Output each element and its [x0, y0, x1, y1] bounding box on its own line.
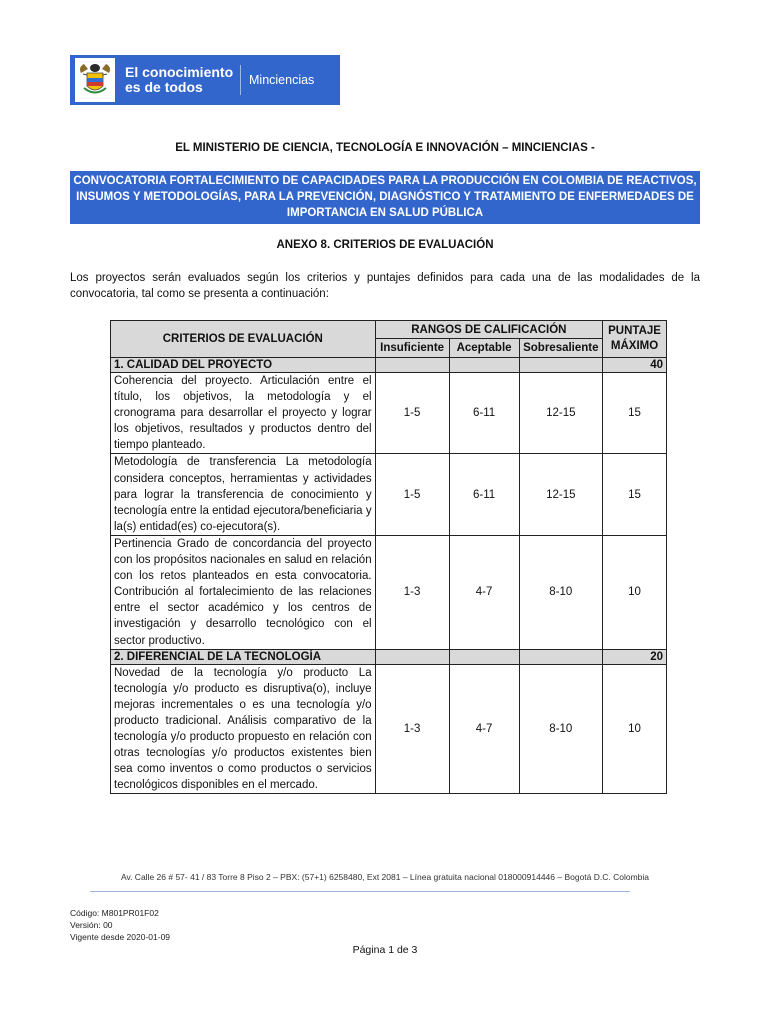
call-title-line: CONVOCATORIA FORTALECIMIENTO DE CAPACIDADES PARA LA PRODUCCIÓN EN COLOMBIA DE REACTIVOS,	[73, 175, 697, 187]
range-insuficiente: 1-5	[375, 454, 449, 535]
range-insuficiente: 1-3	[375, 535, 449, 649]
footer-address: Av. Calle 26 # 57- 41 / 83 Torre 8 Piso 2 – PBX: (57+1) 6258480, Ext 2081 – Línea gratuita nacional 018000914446 – Bogotá D.C. Colombia	[120, 872, 650, 882]
section-row	[111, 649, 667, 664]
criterion-description: Novedad de la tecnología y/o producto La tecnología y/o producto es disruptiva(o), incluye mejoras incrementales o es una tecnología y/o producto tradicional. Análisis comparativo de la tecnología y/o producto propuesto en relación con otras tecnologías y/o productos existentes bien sea como inventos o como productos o servicios tecnológicos disponibles en el mercado.	[111, 664, 376, 794]
criterion-description: Coherencia del proyecto. Articulación entre el título, los objetivos, la metodología y el cronograma para desarrollar el proyecto y lograr los objetivos, resultados y productos dentro del tiempo planteado.	[111, 373, 376, 454]
call-title-line: INSUMOS Y METODOLOGÍAS, PARA LA PREVENCIÓN, DIAGNÓSTICO Y TRATAMIENTO DE ENFERMEDADES DE	[76, 191, 694, 203]
call-title	[70, 171, 700, 224]
header-sobresaliente: Sobresaliente	[519, 339, 603, 358]
criterion-max: 10	[603, 664, 667, 794]
header-ranges: RANGOS DE CALIFICACIÓN	[375, 321, 603, 339]
section-filler	[519, 358, 603, 373]
document-metadata	[70, 907, 170, 943]
section-filler	[449, 649, 519, 664]
criterion-max: 15	[603, 454, 667, 535]
criterion-max: 15	[603, 373, 667, 454]
logo-line-1: El conocimiento	[125, 64, 234, 80]
intro-paragraph: Los proyectos serán evaluados según los criterios y puntajes definidos para cada una de las modalidades de la convocatoria, tal como se presenta a continuación:	[70, 272, 700, 300]
range-insuficiente: 1-3	[375, 664, 449, 794]
header-max-line-2: MÁXIMO	[610, 340, 659, 352]
document-valid-date: Vigente desde 2020-01-09	[70, 932, 171, 942]
table-row	[111, 454, 667, 535]
section-filler	[449, 358, 519, 373]
section-filler	[375, 649, 449, 664]
criterion-max: 10	[603, 535, 667, 649]
range-sobresaliente: 8-10	[519, 535, 603, 649]
header-max-score	[603, 321, 667, 358]
section-title: 1. CALIDAD DEL PROYECTO	[111, 358, 376, 373]
range-aceptable: 6-11	[449, 373, 519, 454]
minciencias-logo	[70, 55, 340, 105]
section-max: 40	[603, 358, 667, 373]
criterion-description: Metodología de transferencia La metodología considera conceptos, herramientas y actividades para lograr la transferencia de conocimiento y tecnología entre la entidad ejecutora/beneficiaria y la(s) entidad(es) co-ejecutora(s).	[111, 454, 376, 535]
range-aceptable: 4-7	[449, 535, 519, 649]
annex-title: ANEXO 8. CRITERIOS DE EVALUACIÓN	[276, 239, 494, 251]
range-sobresaliente: 8-10	[519, 664, 603, 794]
ministry-heading: EL MINISTERIO DE CIENCIA, TECNOLOGÍA E INNOVACIÓN – MINCIENCIAS -	[175, 142, 595, 154]
table-row	[111, 664, 667, 794]
section-filler	[375, 358, 449, 373]
table-row	[111, 535, 667, 649]
criteria-table	[110, 320, 667, 794]
header-criteria: CRITERIOS DE EVALUACIÓN	[111, 321, 376, 358]
section-filler	[519, 649, 603, 664]
header-max-line-1: PUNTAJE	[608, 325, 661, 337]
page-number: Página 1 de 3	[352, 944, 418, 956]
document-version: Versión: 00	[70, 920, 113, 930]
range-sobresaliente: 12-15	[519, 373, 603, 454]
section-title: 2. DIFERENCIAL DE LA TECNOLOGÍA	[111, 649, 376, 664]
header-insuficiente: Insuficiente	[375, 339, 449, 358]
logo-divider	[240, 65, 241, 95]
range-sobresaliente: 12-15	[519, 454, 603, 535]
criterion-description: Pertinencia Grado de concordancia del proyecto con los propósitos nacionales en salud en relación con los retos planteados en esta convocatoria. Contribución al fortalecimiento de las relaciones entre el sector académico y los centros de investigación y desarrollo tecnológico con el sector productivo.	[111, 535, 376, 649]
header-aceptable: Aceptable	[449, 339, 519, 358]
document-code: Código: M801PR01F02	[70, 908, 159, 918]
table-header-row	[111, 321, 667, 339]
footer-divider	[90, 891, 630, 892]
range-aceptable: 6-11	[449, 454, 519, 535]
table-row	[111, 373, 667, 454]
colombia-coat-of-arms-icon	[75, 58, 115, 102]
section-row	[111, 358, 667, 373]
logo-slogan	[125, 65, 240, 95]
logo-brand: Minciencias	[249, 73, 315, 87]
logo-line-2: es de todos	[125, 79, 203, 95]
range-aceptable: 4-7	[449, 664, 519, 794]
section-max: 20	[603, 649, 667, 664]
call-title-line: IMPORTANCIA EN SALUD PÚBLICA	[286, 207, 484, 219]
range-insuficiente: 1-5	[375, 373, 449, 454]
